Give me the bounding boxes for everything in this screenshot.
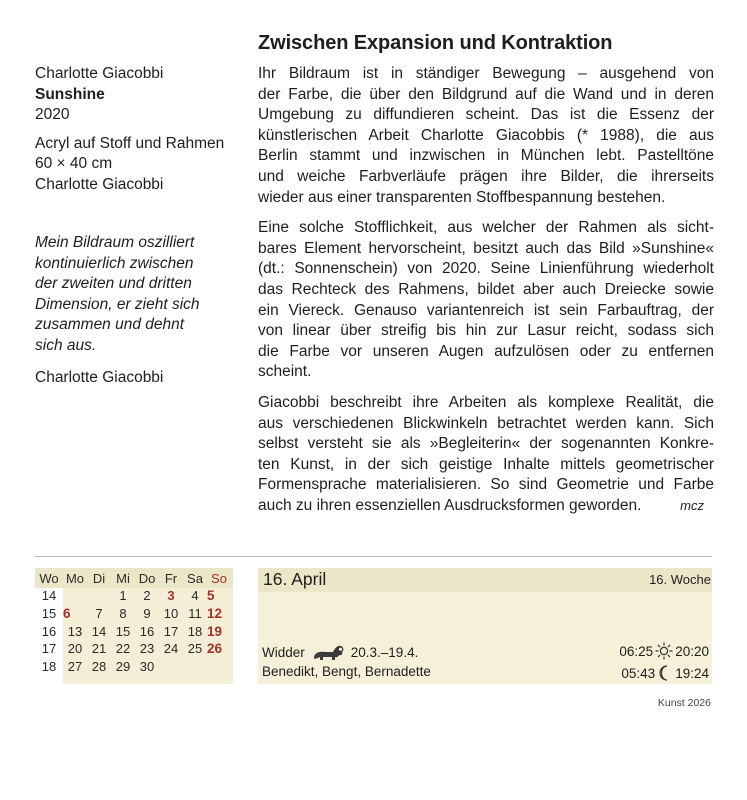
current-date: 16. April [263, 569, 327, 589]
calendar-header: So [211, 571, 227, 586]
text-line: scheint. [258, 363, 312, 381]
calendar-day: 12 [207, 606, 223, 622]
calendar-day: 16 [139, 623, 155, 639]
month-calendar [35, 568, 233, 684]
calendar-header: Mi [116, 571, 130, 586]
sunrise-time: 06:25 [619, 643, 654, 659]
calendar-day: 10 [163, 606, 179, 622]
text-line: das Rechteck des Rahmens, bildet aber auch Dreiecke sowie [258, 280, 714, 298]
text-line: auch zu ihren essenziellen Ausdrucksformen geworden. [258, 496, 642, 514]
moonrise-time: 05:43 [621, 665, 656, 681]
footer-label: Kunst 2026 [657, 697, 711, 709]
calendar-day: 5 [207, 588, 215, 604]
text-line: Giacobbi beschreibt ihre Arbeiten als komplexe Realität, die [258, 393, 714, 411]
week-number: 18 [41, 659, 57, 675]
text-line: Berlin stammt und inzwischen in München lebt. Pastelltöne [258, 147, 714, 165]
artist-name: Charlotte Giacobbi [35, 65, 164, 82]
calendar-day: 9 [143, 606, 151, 622]
artwork-info [35, 64, 245, 195]
zodiac-range: 20.3.–19.4. [350, 644, 419, 660]
name-days: Benedikt, Bengt, Bernadette [262, 664, 431, 679]
artwork-year: 2020 [35, 106, 70, 123]
calendar-day: 6 [63, 606, 71, 622]
calendar-day: 23 [139, 641, 155, 657]
article-paragraph [258, 218, 714, 383]
calendar-header: Mo [65, 571, 85, 586]
calendar-day: 28 [91, 659, 107, 675]
calendar-day: 4 [191, 588, 199, 604]
calendar-day: 25 [187, 641, 203, 657]
article-headline: Zwischen Expansion und Kontraktion [258, 32, 613, 54]
calendar-day: 13 [67, 623, 83, 639]
text-line: selbst versteht sie als »Begleiterin« der sogenannten Konkre- [258, 435, 714, 453]
week-label: 16. Woche [649, 572, 711, 587]
quote-line: Mein Bildraum oszilliert [35, 234, 195, 251]
artwork-credit: Charlotte Giacobbi [35, 175, 164, 193]
quote-line: der zweiten und dritten [35, 275, 192, 293]
calendar-day [63, 587, 87, 605]
text-line: aus verschiedenen Blickwinkeln betrachtet werden kann. Sich [258, 414, 714, 432]
calendar-day: 3 [167, 588, 175, 604]
quote-line: sich aus. [35, 336, 97, 354]
calendar-day: 18 [187, 623, 203, 639]
text-line: ein Viereck. Genauso variantenreich ist sein Farbauftrag, der [258, 301, 714, 319]
calendar-day: 15 [115, 623, 131, 639]
text-line: ten Kunst, in der sich geistige Inhalte mittels geometrischer [258, 455, 714, 473]
calendar-day [159, 658, 183, 676]
calendar-day: 21 [91, 641, 107, 657]
quote-line: Dimension, er zieht sich [35, 295, 200, 313]
calendar-day: 14 [91, 623, 107, 639]
article-body [258, 64, 714, 526]
calendar-day: 1 [119, 588, 127, 604]
author-signature: mcz [680, 497, 704, 513]
moonset-time: 19:24 [675, 665, 709, 681]
calendar-header: Do [138, 571, 156, 586]
text-line: Eine solche Stofflichkeit, aus welcher der Rahmen als sicht- [258, 219, 714, 237]
quote-line: kontinuierlich zwischen [35, 254, 194, 272]
quote-author: Charlotte Giacobbi [35, 369, 164, 386]
text-line: der Farbe, die über den Bildgrund auf die Wand und in deren [258, 85, 714, 103]
week-number: 14 [41, 588, 57, 604]
calendar-day [183, 658, 207, 676]
text-line: bares Element hervorscheint, besitzt auch das Bild »Sunshine« [258, 239, 714, 257]
text-line: und weiche Farbverläufe prägen ihre Bilder, die ihrerseits [258, 167, 714, 185]
text-line: wieder aus einer transparenten Stoffbespannung bestehen. [258, 188, 666, 206]
calendar-day: 27 [67, 659, 83, 675]
sun-times [619, 642, 709, 660]
calendar-day: 8 [119, 606, 127, 622]
artist-quote [35, 233, 240, 357]
calendar-day: 20 [67, 641, 83, 657]
calendar-day: 22 [115, 641, 131, 657]
text-line: von linear über streifig bis hin zur Lasur reicht, sodass sich [258, 322, 714, 340]
calendar-header: Wo [39, 571, 59, 586]
article-paragraph [258, 393, 714, 517]
calendar-header: Sa [187, 571, 203, 586]
ram-icon [311, 642, 345, 662]
text-line: Umgebung zu diffundieren scheint. Das ist die Essenz der [258, 106, 714, 124]
calendar-day [87, 587, 111, 605]
artwork-medium: Acryl auf Stoff und Rahmen [35, 134, 225, 152]
artwork-title: Sunshine [35, 85, 105, 103]
calendar-day: 11 [188, 606, 202, 622]
week-number: 15 [41, 606, 57, 622]
calendar-day: 2 [143, 588, 151, 604]
divider [35, 556, 712, 557]
calendar-day: 30 [139, 659, 155, 675]
calendar-day: 26 [207, 641, 223, 657]
calendar-day: 24 [163, 641, 179, 657]
calendar-day: 7 [95, 606, 103, 622]
week-number: 17 [41, 641, 57, 657]
moon-times [621, 664, 709, 682]
calendar-header: Di [92, 571, 106, 586]
quote-line: zusammen und dehnt [35, 316, 185, 334]
sunset-time: 20:20 [675, 643, 709, 659]
calendar-header: Fr [164, 571, 178, 586]
article-paragraph [258, 64, 714, 208]
sun-icon [655, 642, 673, 660]
artwork-dimensions: 60 × 40 cm [35, 155, 113, 172]
calendar-day: 29 [115, 659, 131, 675]
zodiac-info [262, 642, 418, 662]
text-line: Ihr Bildraum ist in ständiger Bewegung – ausgehend von [258, 65, 714, 82]
calendar-day: 19 [207, 623, 223, 639]
calendar-day: 17 [163, 623, 179, 639]
text-line: künstlerischen Arbeit Charlotte Giacobbis (* 1988), die aus [258, 126, 714, 144]
week-number: 16 [41, 623, 57, 639]
text-line: die Farbe vor unseren Augen aufzulösen oder zu entfernen [258, 342, 714, 360]
moon-icon [657, 664, 673, 682]
text-line: (dt.: Sonnenschein) von 2020. Seine Linienführung wiederholt [258, 260, 714, 278]
zodiac-name: Widder [262, 644, 305, 660]
text-line: Formensprache materialisieren. So sind Geometrie und Farbe [258, 476, 714, 494]
calendar-day [207, 658, 231, 676]
